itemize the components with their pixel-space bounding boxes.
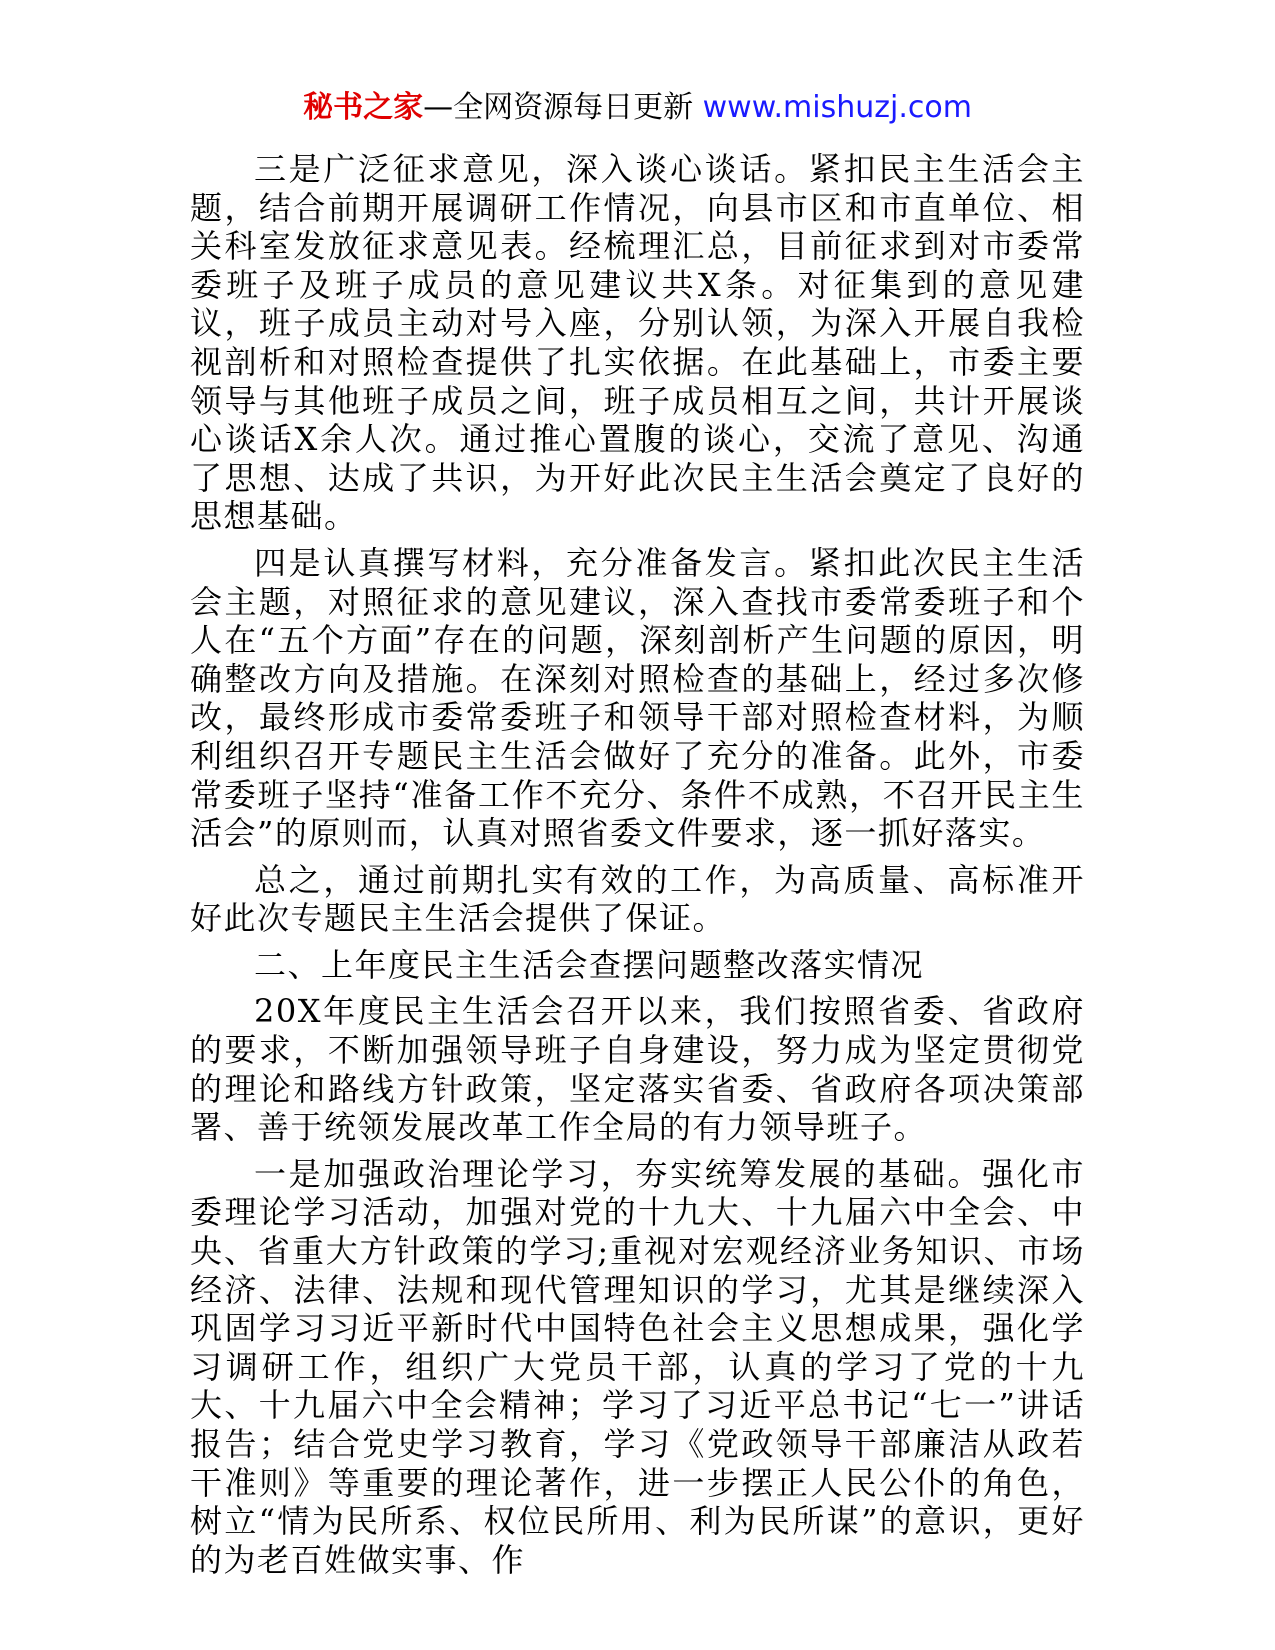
document-body	[190, 150, 1085, 1587]
paragraph-solicit-opinions: 三是广泛征求意见，深入谈心谈话。紧扣民主生活会主题，结合前期开展调研工作情况，向县市区和市直单位、相关科室发放征求意见表。经梳理汇总，目前征求到对市委常委班子及班子成员的意见建议共X条。对征集到的意见建议，班子成员主动对号入座，分别认领，为深入开展自我检视剖析和对照检查提供了扎实依据。在此基础上，市委主要领导与其他班子成员之间，班子成员相互之间，共计开展谈心谈话X余人次。通过推心置腹的谈心，交流了意见、沟通了思想、达成了共识，为开好此次民主生活会奠定了良好的思想基础。	[190, 150, 1085, 536]
paragraph-theory-study: 一是加强政治理论学习，夯实统筹发展的基础。强化市委理论学习活动，加强对党的十九大、十九届六中全会、中央、省重大方针政策的学习;重视对宏观经济业务知识、市场经济、法律、法规和现代管理知识的学习，尤其是继续深入巩固学习习近平新时代中国特色社会主义思想成果，强化学习调研工作，组织广大党员干部，认真的学习了党的十九大、十九届六中全会精神；学习了习近平总书记“七一”讲话报告；结合党史学习教育，学习《党政领导干部廉洁从政若干准则》等重要的理论著作，进一步摆正人民公仆的角色，树立“情为民所系、权位民所用、利为民所谋”的意识，更好的为老百姓做实事、作	[190, 1154, 1085, 1579]
paragraph-summary: 总之，通过前期扎实有效的工作，为高质量、高标准开好此次专题民主生活会提供了保证。	[190, 860, 1085, 938]
page-header	[0, 86, 1275, 130]
site-url-link[interactable]: www.mishuzj.com	[702, 90, 972, 125]
section-heading: 二、上年度民主生活会查摆问题整改落实情况	[254, 945, 925, 984]
header-tagline: —全网资源每日更新	[423, 90, 703, 125]
brand-name: 秘书之家	[303, 90, 424, 125]
paragraph-rectification-intro: 20X年度民主生活会召开以来，我们按照省委、省政府的要求，不断加强领导班子自身建设，努力成为坚定贯彻党的理论和路线方针政策，坚定落实省委、省政府各项决策部署、善于统领发展改革工作全局的有力领导班子。	[190, 992, 1085, 1147]
paragraph-prepare-materials: 四是认真撰写材料，充分准备发言。紧扣此次民主生活会主题，对照征求的意见建议，深入查找市委常委班子和个人在“五个方面”存在的问题，深刻剖析产生问题的原因，明确整改方向及措施。在深刻对照检查的基础上，经过多次修改，最终形成市委常委班子和领导干部对照检查材料，为顺利组织召开专题民主生活会做好了充分的准备。此外，市委常委班子坚持“准备工作不充分、条件不成熟，不召开民主生活会”的原则而，认真对照省委文件要求，逐一抓好落实。	[190, 543, 1085, 853]
